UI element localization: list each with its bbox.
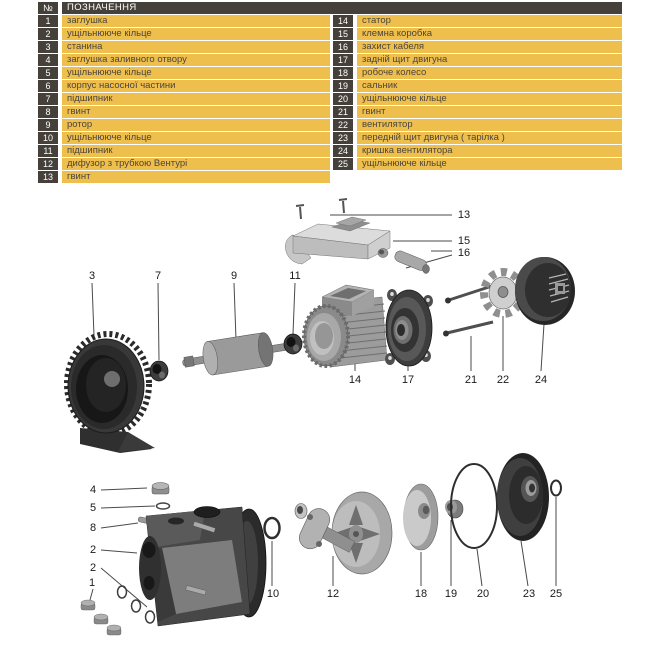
table-row [38,54,330,66]
table-row [333,132,622,144]
table-row [333,67,622,79]
part-oring-5 [157,503,170,509]
callout-1: 1 [88,577,96,589]
table-row [333,145,622,157]
row-label: корпус насосної частини [62,80,330,92]
row-number: 22 [333,119,353,131]
callout-2: 2 [89,562,97,574]
part-front-shield [497,453,549,541]
row-label: підшипник [62,145,330,157]
row-label: робоче колесо [357,67,622,79]
part-diffuser [295,492,392,574]
row-number: 13 [38,171,58,183]
row-label: статор [357,15,622,27]
table-row [38,106,330,118]
row-number: 15 [333,28,353,40]
row-number: 23 [333,132,353,144]
row-number: 21 [333,106,353,118]
part-oring-25 [551,481,561,496]
part-bearing-11 [284,334,302,354]
callout-10: 10 [266,588,280,600]
row-number: 7 [38,93,58,105]
table-row [38,67,330,79]
row-label: заглушка заливного отвору [62,54,330,66]
table-column-right [333,15,622,171]
callout-22: 22 [496,374,510,386]
table-row [38,119,330,131]
callout-16: 16 [457,247,471,259]
callout-15: 15 [457,235,471,247]
part-screws-13 [296,199,347,219]
row-label: гвинт [62,171,330,183]
row-label: ущільнююче кільце [62,28,330,40]
table-row [333,41,622,53]
row-number: 24 [333,145,353,157]
row-number: 9 [38,119,58,131]
table-row [333,54,622,66]
table-row [333,158,622,170]
callout-13: 13 [457,209,471,221]
callout-4: 4 [89,484,97,496]
row-number: 10 [38,132,58,144]
row-number: 20 [333,93,353,105]
row-number: 4 [38,54,58,66]
callout-14: 14 [348,374,362,386]
part-cable-gland [378,249,430,274]
row-label: заглушка [62,15,330,27]
callout-5: 5 [89,502,97,514]
row-label: дифузор з трубкою Вентурі [62,158,330,170]
row-label: ущільнююче кільце [62,132,330,144]
table-row [333,119,622,131]
table-row [333,80,622,92]
table-row [38,15,330,27]
row-number: 12 [38,158,58,170]
callout-2: 2 [89,544,97,556]
part-frame [67,334,155,453]
row-number: 3 [38,41,58,53]
exploded-view-diagram [0,190,650,650]
table-row [38,145,330,157]
exploded-view-svg [0,190,650,650]
row-label: кришка вентилятора [357,145,622,157]
table-row [38,80,330,92]
row-number: 19 [333,80,353,92]
part-fan-cover [515,257,575,325]
row-number: 1 [38,15,58,27]
row-label: станина [62,41,330,53]
row-label: ущільнююче кільце [357,93,622,105]
table-row [333,106,622,118]
row-number: 8 [38,106,58,118]
row-label: задній щит двигуна [357,54,622,66]
callout-24: 24 [534,374,548,386]
row-number: 14 [333,15,353,27]
part-impeller [403,484,438,550]
callout-25: 25 [549,588,563,600]
callout-17: 17 [401,374,415,386]
table-row [333,28,622,40]
table-row [38,28,330,40]
table-header [38,2,622,14]
row-label: ротор [62,119,330,131]
callout-7: 7 [154,270,162,282]
part-plugs-1 [81,600,121,635]
table-column-left [38,15,330,184]
row-label: гвинт [62,106,330,118]
callout-12: 12 [326,588,340,600]
part-filler-plug [152,483,169,495]
row-label: вентилятор [357,119,622,131]
row-label: сальник [357,80,622,92]
callout-23: 23 [522,588,536,600]
table-row [38,132,330,144]
row-label: гвинт [357,106,622,118]
part-rear-shield [385,289,433,366]
part-oring-10 [265,518,280,538]
row-label: захист кабеля [357,41,622,53]
header-number-cell: № [38,2,58,14]
row-label: передній щит двигуна ( тарілка ) [357,132,622,144]
callout-21: 21 [464,374,478,386]
table-row [333,15,622,27]
row-label: ущільнююче кільце [62,67,330,79]
row-label: підшипник [62,93,330,105]
callout-19: 19 [444,588,458,600]
part-stator [304,285,387,367]
part-terminal-box [285,217,390,264]
row-label: ущільнююче кільце [357,158,622,170]
row-label: клемна коробка [357,28,622,40]
callout-20: 20 [476,588,490,600]
table-row [38,171,330,183]
part-seal [445,500,463,518]
row-number: 18 [333,67,353,79]
row-number: 6 [38,80,58,92]
row-number: 11 [38,145,58,157]
part-pump-body [139,507,266,627]
part-bearing-7 [150,361,168,381]
callout-9: 9 [230,270,238,282]
callout-18: 18 [414,588,428,600]
table-row [38,41,330,53]
table-row [333,93,622,105]
callout-11: 11 [289,270,301,282]
row-number: 2 [38,28,58,40]
row-number: 5 [38,67,58,79]
callout-3: 3 [88,270,96,282]
table-row [38,158,330,170]
row-number: 25 [333,158,353,170]
table-row [38,93,330,105]
row-number: 17 [333,54,353,66]
header-title-cell: ПОЗНАЧЕННЯ [62,2,622,14]
row-number: 16 [333,41,353,53]
callout-8: 8 [89,522,97,534]
